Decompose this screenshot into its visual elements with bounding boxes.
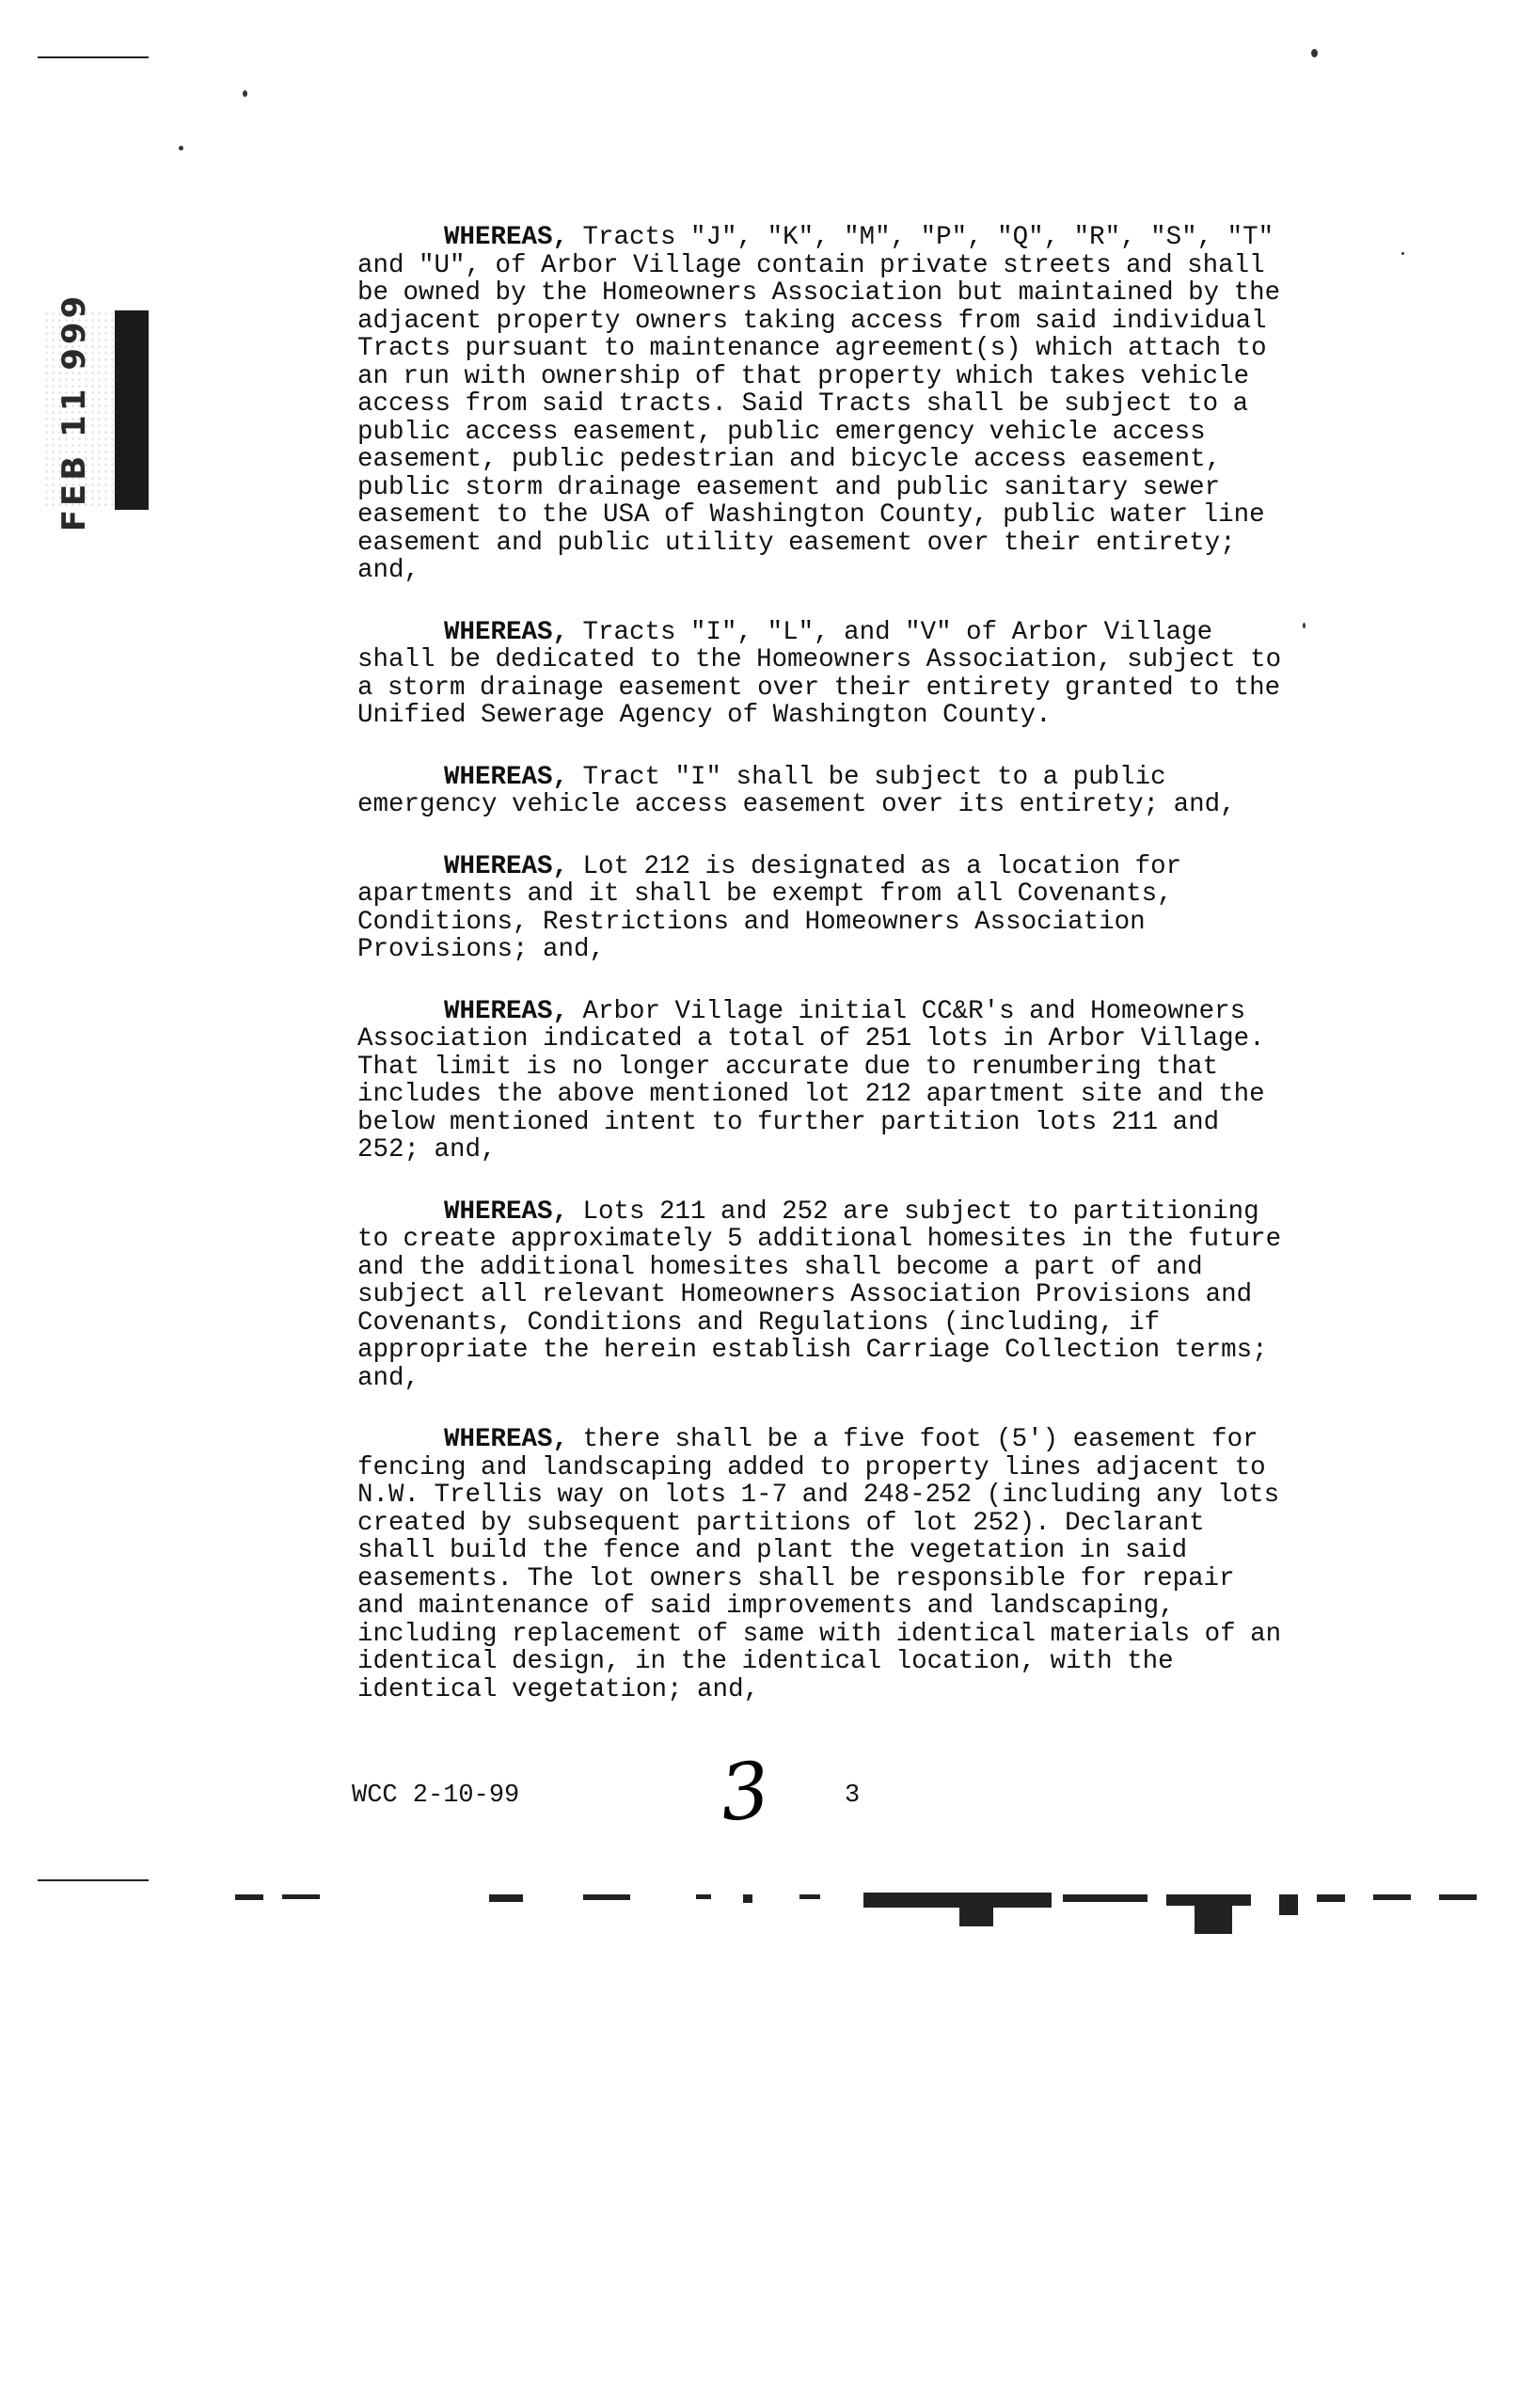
scan-noise-mark <box>1279 1894 1298 1915</box>
recording-stamp <box>40 292 109 532</box>
paragraph-text: there shall be a five foot (5') easement for fencing and landscaping added to property lines adjacent to N.W. Trellis way on lots 1-7 and 248-252 (including any lots created by subsequent partitions of lot 252). Declarant shall build the fence and plant the vegetation in said easements. The lot owners shall be responsible for repair and maintenance of said improvements and landscaping, including replacement of same with identical materials of an identical design, in the identical location, with the identical vegetation; and, <box>357 1425 1282 1704</box>
scan-noise-band <box>160 1891 1495 1947</box>
scan-speck <box>1401 252 1404 255</box>
scan-noise-mark <box>1195 1906 1232 1934</box>
paragraph-text: Tracts "I", "L", and "V" of Arbor Village shall be dedicated to the Homeowners Association, subject to a storm drainage easement over their entirety granted to the Unified Sewerage Agency of Washington County. <box>357 617 1282 730</box>
whereas-paragraph-6 <box>357 1198 1373 1393</box>
page-number: 3 <box>845 1782 861 1810</box>
document-body <box>357 224 1373 1737</box>
margin-rule-top <box>38 56 149 58</box>
whereas-paragraph-7 <box>357 1426 1373 1703</box>
whereas-paragraph-2 <box>357 619 1373 730</box>
scan-noise-mark <box>863 1893 1052 1908</box>
whereas-keyword: WHEREAS, <box>444 617 569 647</box>
whereas-paragraph-1 <box>357 224 1373 585</box>
scan-speck <box>1311 49 1318 57</box>
scan-noise-mark <box>282 1894 320 1899</box>
whereas-keyword: WHEREAS, <box>444 1196 569 1227</box>
scan-noise-mark <box>799 1894 820 1899</box>
margin-rule-bottom <box>38 1879 149 1881</box>
document-code: WCC 2-10-99 <box>352 1782 520 1810</box>
scan-noise-mark <box>583 1894 630 1900</box>
whereas-keyword: WHEREAS, <box>444 223 569 252</box>
whereas-paragraph-5 <box>357 998 1373 1164</box>
scan-noise-mark <box>959 1906 993 1926</box>
scan-noise-mark <box>743 1894 752 1903</box>
paragraph-text: Tracts "J", "K", "M", "P", "Q", "R", "S", "T" and "U", of Arbor Village contain private streets and shall be owned by the Homeowners Association but maintained by the adjacent property owners taking access from said individual Tracts pursuant to maintenance agreement(s) which attach to an run with ownership of that property which takes vehicle access from said tracts. Said Tracts shall be subject to a public access easement, public emergency vehicle access easement, public pedestrian and bicycle access easement, public storm drainage easement and public sanitary sewer easement to the USA of Washington County, public water line easement and public utility easement over their entirety; and, <box>357 223 1281 585</box>
page-footer <box>352 1745 916 1842</box>
paragraph-text: Arbor Village initial CC&R's and Homeowners Association indicated a total of 251 lots in Arbor Village. That limit is no longer accurate due to renumbering that includes the above mentioned lot 212 apartment site and the below mentioned intent to further partition lots 211 and 252; and, <box>357 996 1265 1164</box>
scan-noise-mark <box>489 1894 523 1902</box>
scan-noise-mark <box>1439 1894 1477 1900</box>
scan-noise-mark <box>696 1894 711 1899</box>
scan-speck <box>243 90 247 97</box>
scan-noise-mark <box>1166 1894 1251 1906</box>
scan-noise-mark <box>1063 1894 1147 1902</box>
whereas-keyword: WHEREAS, <box>444 851 569 881</box>
scan-noise-mark <box>1373 1894 1411 1900</box>
scan-noise-mark <box>1317 1894 1345 1902</box>
whereas-paragraph-3 <box>357 764 1373 819</box>
recording-stamp-text: FEB 11 999 <box>55 292 94 532</box>
paragraph-text: Lot 212 is designated as a location for apartments and it shall be exempt from all Covenants, Conditions, Restrictions and Homeowners Association Provisions; and, <box>357 851 1182 964</box>
whereas-paragraph-4 <box>357 853 1373 964</box>
paragraph-text: Tract "I" shall be subject to a public emergency vehicle access easement over its entirety; and, <box>357 762 1236 819</box>
whereas-keyword: WHEREAS, <box>444 1425 569 1454</box>
handwritten-page-number: 3 <box>716 1745 774 1840</box>
scan-speck <box>179 146 183 150</box>
paragraph-text: Lots 211 and 252 are subject to partitioning to create approximately 5 additional homesites in the future and the additional homesites shall become a part of and subject all relevant Homeowners Association Provisions and Covenants, Conditions and Regulations (including, if appropriate the herein establish Carriage Collection terms; and, <box>357 1196 1282 1393</box>
stamp-bar <box>115 310 149 510</box>
scan-noise-mark <box>235 1894 263 1900</box>
whereas-keyword: WHEREAS, <box>444 762 569 792</box>
whereas-keyword: WHEREAS, <box>444 996 569 1026</box>
